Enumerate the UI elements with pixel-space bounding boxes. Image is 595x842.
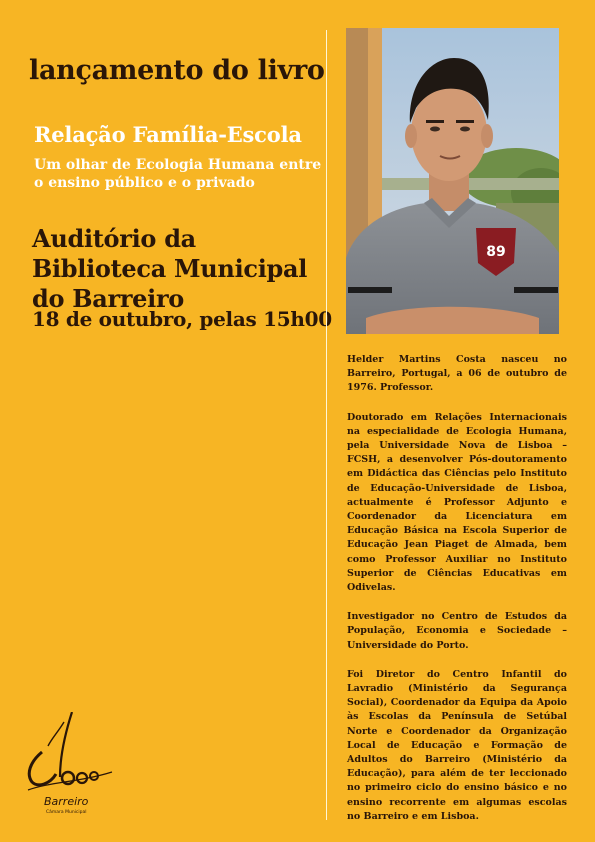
event-kicker: lançamento do livro: [29, 55, 325, 86]
bio-paragraph-research: Investigador no Centro de Estudos da População, Economia e Sociedade – Universidade do Porto.: [347, 611, 567, 651]
event-venue: Auditório da Biblioteca Municipal do Barreiro: [32, 224, 308, 313]
author-biography: [347, 353, 567, 839]
author-photo: [346, 28, 559, 334]
book-title: Relação Família-Escola: [34, 122, 302, 147]
author-portrait-illustration: [346, 28, 559, 334]
book-subtitle: Um olhar de Ecologia Humana entre o ensino público e o privado: [34, 157, 322, 191]
logo-name: Barreiro: [44, 795, 89, 808]
bio-paragraph-career: Foi Diretor do Centro Infantil do Lavradio (Ministério da Segurança Social), Coordenador da Equipa da Apoio às Escolas da Península de Setúbal Norte e Coordenador da Organização Local de Educação e Formação de Adultos do Barreiro (Ministério da Educação), para além de ter leccionado no primeiro ciclo do ensino básico e no ensino recorrente em algumas escolas no Barreiro e em Lisboa.: [347, 668, 567, 822]
bio-paragraph-birth: Helder Martins Costa nasceu no Barreiro, Portugal, a 06 de outubro de 1976. Professor.: [347, 354, 567, 394]
event-date: 18 de outubro, pelas 15h00: [32, 307, 332, 331]
logo-subtitle: Câmara Municipal: [46, 810, 87, 815]
bio-paragraph-academic: Doutorado em Relações Internacionais na especialidade de Ecologia Humana, pela Universidade Nova de Lisboa – FCSH, a desenvolver Pós-doutoramento em Didáctica das Ciências pelo Instituto de Educação-Universidade de Lisboa, actualmente é Professor Adjunto e Coordenador da Licenciatura em Educação Básica na Escola Superior de Educação Jean Piaget de Almada, bem como Professor Auxiliar no Instituto Superior de Ciências Educativas em Odivelas.: [347, 411, 567, 594]
column-divider: [326, 30, 327, 820]
shirt-badge-number: 89: [486, 244, 506, 260]
